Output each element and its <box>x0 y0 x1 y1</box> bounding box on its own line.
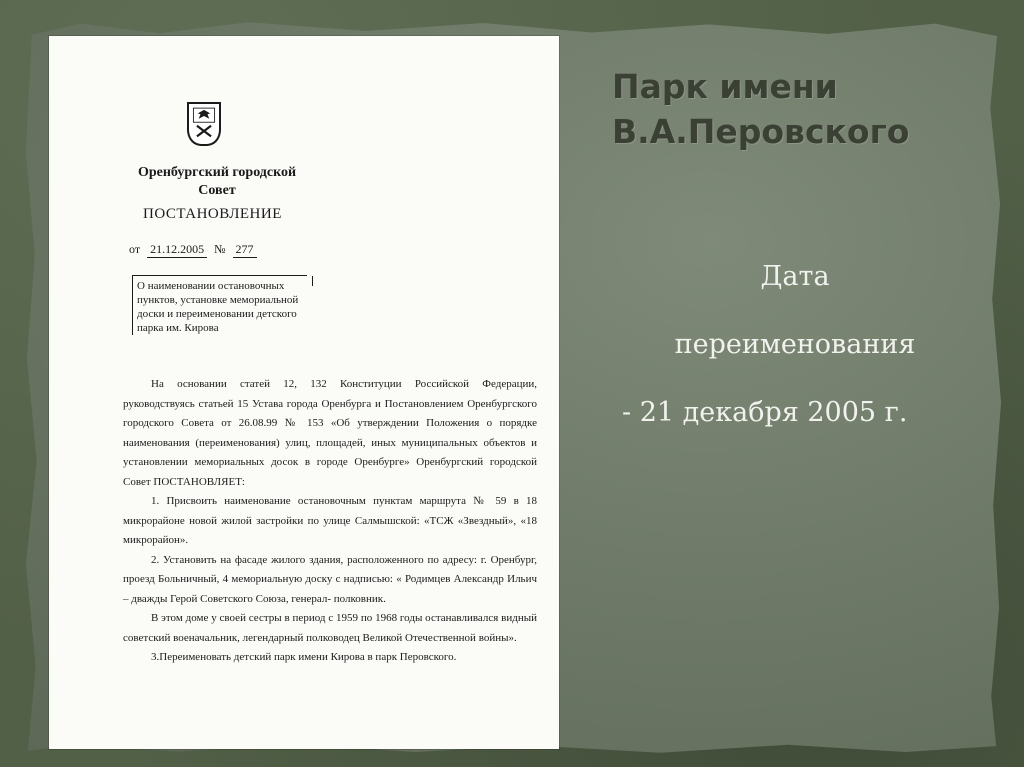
subject-line: доски и переименовании детского <box>137 308 297 320</box>
preamble-paragraph: На основании статей 12, 132 Конституции Российской Федерации, руководствуясь статьей 15 Устава города Оренбурга и Постановлением Оренбургского городского Совета от 26.08.99 № 153 «Об утверждении Положения о порядке наименования (переименования) улиц, площадей, иных муниципальных объектов и установлении мемориальных досок в городе Оренбурге» Оренбургский городской Совет ПОСТАНОВЛЯЕТ: <box>123 378 537 488</box>
date-prefix: от <box>129 242 141 256</box>
council-name <box>127 164 307 200</box>
subject-line: парка им. Кирова <box>137 322 219 334</box>
caption-line2: переименования <box>674 329 916 360</box>
slide-title-line1: Парк имени <box>612 67 838 106</box>
item-2: 2. Установить на фасаде жилого здания, расположенного по адресу: г. Оренбург, проезд Больничный, 4 мемориальную доску с надписью: « Родимцев Александр Ильич – дважды Герой Советского Союза, генерал- полковник. <box>123 553 537 605</box>
item-3: 3.Переименовать детский парк имени Кирова в парк Перовского. <box>151 651 457 663</box>
subject-line: пунктов, установке мемориальной <box>137 294 299 306</box>
decree-number: 277 <box>233 242 257 258</box>
slide-title-line2: В.А.Перовского <box>612 112 910 151</box>
decree-subject <box>132 275 307 335</box>
decree-date-line <box>129 242 261 258</box>
council-name-line1: Оренбургский городской <box>137 165 297 180</box>
item-1: 1. Присвоить наименование остановочным пунктам маршрута № 59 в 18 микрорайоне новой жилой застройки по улице Салмышской: «ТСЖ «Звездный», «18 микрорайон». <box>123 495 537 546</box>
decree-title: ПОСТАНОВЛЕНИЕ <box>143 206 282 222</box>
number-prefix: № <box>214 242 226 256</box>
council-name-line2: Совет <box>198 183 236 198</box>
subject-line: О наименовании остановочных <box>137 280 285 292</box>
decree-body <box>123 375 537 668</box>
slide-caption <box>600 254 990 458</box>
decree-date: 21.12.2005 <box>147 242 207 258</box>
scanned-document <box>49 36 559 749</box>
item-2-continuation: В этом доме у своей сестры в период с 1959 по 1968 годы останавливался видный советский военачальник, легендарный полководец Великой Отечественной войны». <box>123 612 537 644</box>
coat-of-arms-icon <box>187 102 221 146</box>
slide-title <box>612 64 992 154</box>
renaming-date: - 21 декабря 2005 г. <box>622 397 908 428</box>
caption-line1: Дата <box>760 261 830 292</box>
